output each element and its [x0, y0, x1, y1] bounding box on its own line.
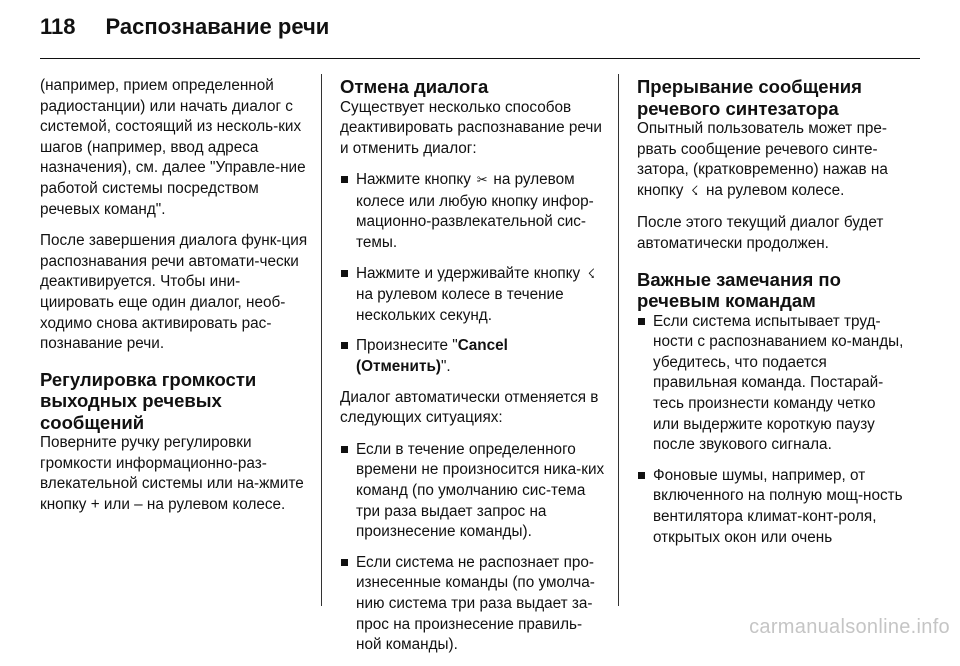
list-item: Произнесите "Cancel (Отменить)". — [340, 336, 605, 377]
command-text: Cancel (Отменить) — [356, 337, 508, 376]
column-divider — [618, 74, 619, 606]
column-1 — [40, 76, 310, 527]
list-item: Нажмите кнопку ✂ на рулевом колесе или любую кнопку инфор-мационно-развлекательной сис-темы. — [340, 170, 605, 253]
page-title: Распознавание речи — [105, 14, 330, 39]
list-item: Если система испытывает труд-ности с распознаванием ко-манды, убедитесь, что подается правильная команда. Постарай-тесь произнести команду четко или выдержите короткую паузу после звукового сигнала. — [637, 312, 905, 456]
list-item: Если в течение определенного времени не произносится ника-ких команд (по умолчанию сис-тема три раза выдает запрос на произнесение команды). — [340, 440, 605, 543]
header-rule — [40, 58, 920, 59]
watermark: carmanualsonline.info — [749, 616, 950, 638]
section-heading-notes: Важные замечания по речевым командам — [637, 268, 841, 312]
list-item: Если система не распознает про-изнесенные команды (по умолча-нию система три раза выдает за-прос на произнесение правиль-ной команды). — [340, 553, 605, 656]
page-number: 118 — [40, 14, 76, 39]
paragraph: Опытный пользователь может пре-рвать сообщение речевого синте-затора, (кратковременно) нажав на кнопку ☇ на рулевом колесе. — [637, 119, 905, 202]
paragraph: После этого текущий диалог будет автоматически продолжен. — [637, 214, 884, 252]
section-heading-volume: Регулировка громкости выходных речевых сообщений — [40, 368, 257, 433]
voice-control-icon: ☇ — [587, 266, 596, 282]
list-item: Нажмите и удерживайте кнопку ☇ на рулевом колесе в течение нескольких секунд. — [340, 264, 605, 327]
column-2 — [340, 76, 605, 666]
paragraph: После завершения диалога функ-ция распознавания речи автомати-чески деактивируется. Чтобы ини-циировать еще один диалог, необ-ходимо снова активировать рас-познавание речи. — [40, 232, 308, 353]
section-heading-cancel: Отмена диалога — [340, 76, 489, 97]
voice-control-icon: ☇ — [690, 183, 699, 199]
paragraph: Диалог автоматически отменяется в следующих ситуациях: — [340, 388, 599, 427]
section-heading-interrupt: Прерывание сообщения речевого синтезатора — [637, 76, 862, 119]
list-item: Фоновые шумы, например, от включенного на полную мощ-ность вентилятора климат-конт-роля, открытых окон или очень — [637, 466, 905, 548]
paragraph: (например, прием определенной радиостанции) или начать диалог с системой, состоящий из несколь-ких шагов (например, ввод адреса назначения), см. далее "Управле-ние работой системы посредством речевых команд". — [40, 77, 306, 218]
notes-list — [637, 312, 905, 549]
cancel-list — [340, 170, 605, 377]
phone-hangup-icon: ✂ — [476, 173, 488, 189]
page-header — [40, 14, 329, 48]
column-3 — [637, 76, 905, 558]
paragraph: Поверните ручку регулировки громкости информационно-раз-влекательной системы или на-жмите кнопку + или – на рулевом колесе. — [40, 434, 304, 513]
column-divider — [321, 74, 322, 606]
paragraph: Существует несколько способов деактивировать распознавание речи и отменить диалог: — [340, 98, 602, 157]
